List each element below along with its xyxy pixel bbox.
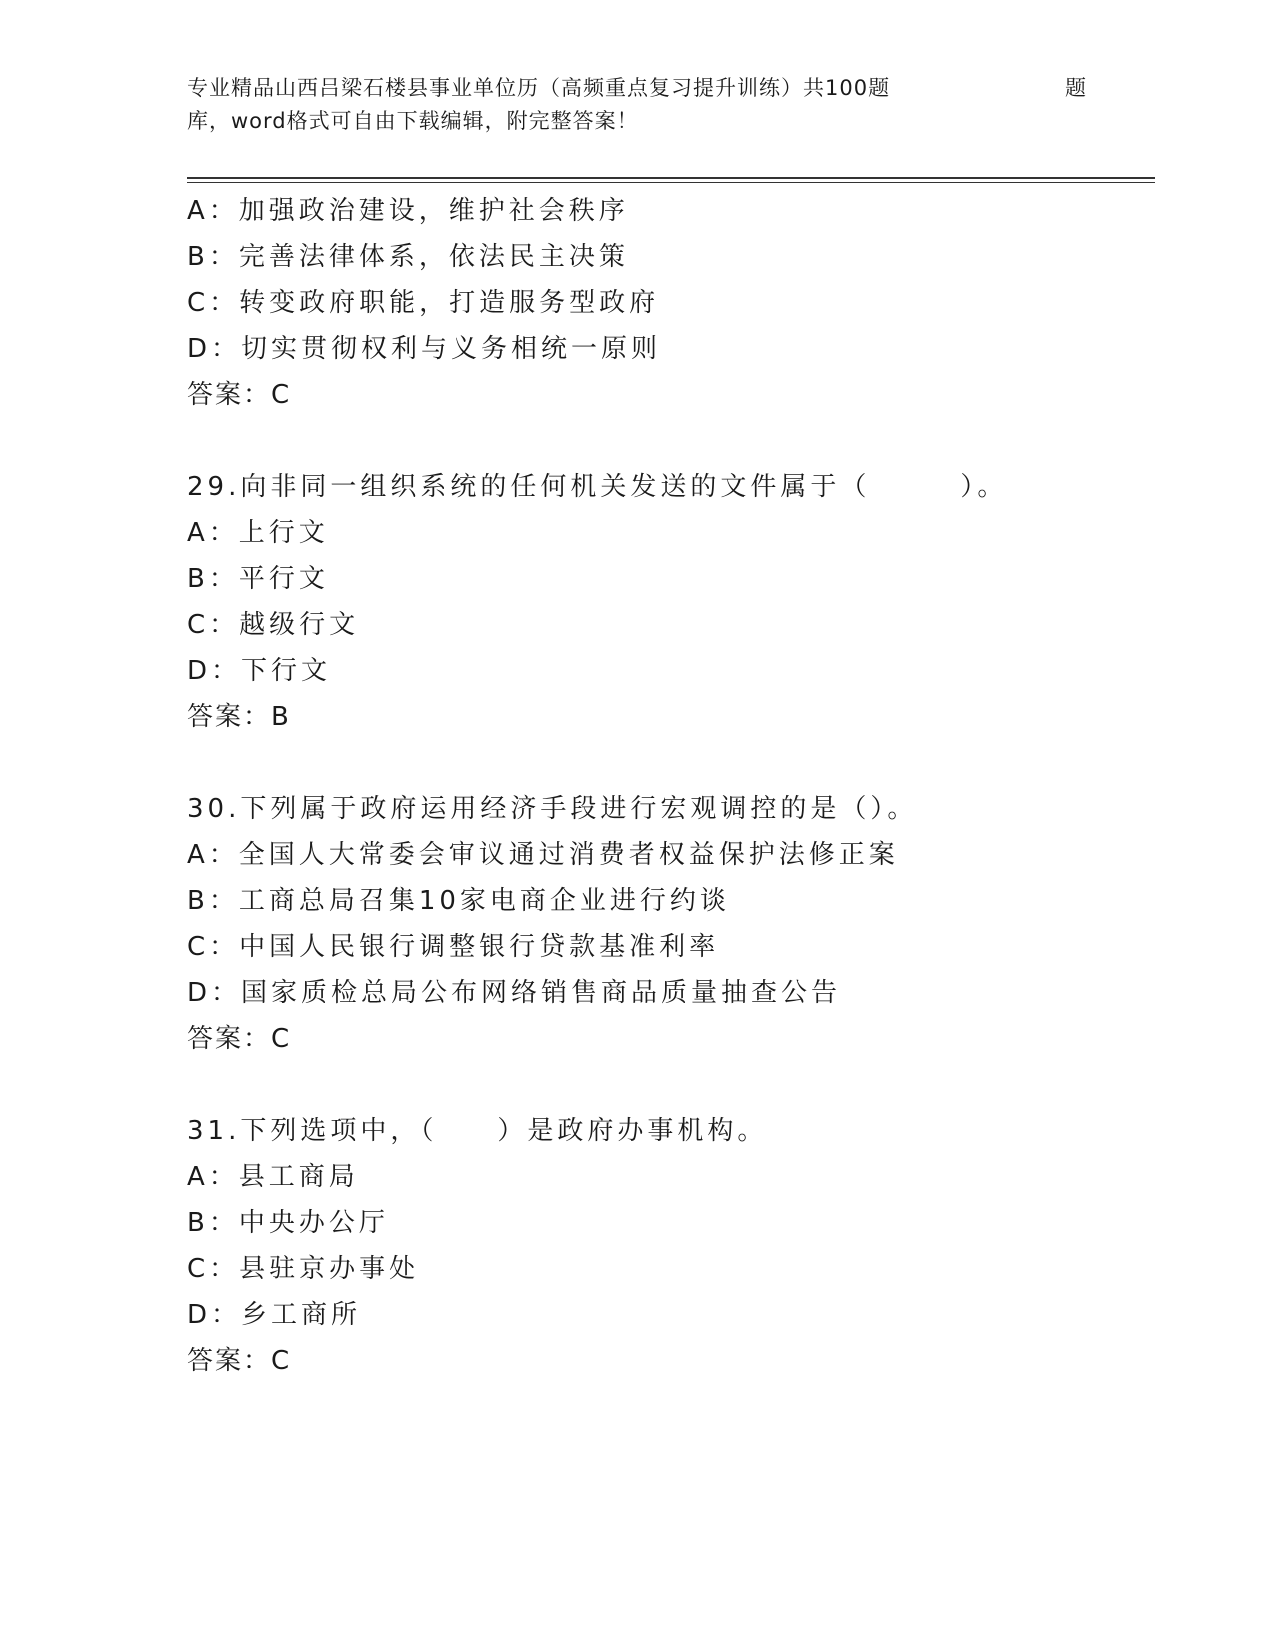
option-c: C：转变政府职能，打造服务型政府 xyxy=(187,288,660,318)
header-line-2: 库，word格式可自由下载编辑，附完整答案！ xyxy=(187,109,639,133)
spacer xyxy=(187,740,1155,786)
question-block-31 xyxy=(187,1108,1155,1384)
question-stem: 31.下列选项中，（ ）是政府办事机构。 xyxy=(187,1116,768,1146)
option-c: C：越级行文 xyxy=(187,610,360,640)
option-a: A：加强政治建设，维护社会秩序 xyxy=(187,196,629,226)
answer: 答案：C xyxy=(187,1346,292,1376)
option-a: A：县工商局 xyxy=(187,1162,359,1192)
option-a: A：全国人大常委会审议通过消费者权益保护法修正案 xyxy=(187,840,899,870)
option-c: C：县驻京办事处 xyxy=(187,1254,420,1284)
page-header xyxy=(187,72,1087,138)
header-title-tail: 题 xyxy=(1065,76,1087,100)
question-content xyxy=(187,188,1155,1384)
answer: 答案：C xyxy=(187,380,292,410)
option-d: D：下行文 xyxy=(187,656,332,686)
option-b: B：工商总局召集10家电商企业进行约谈 xyxy=(187,886,730,916)
spacer xyxy=(187,1062,1155,1108)
question-block-prev xyxy=(187,188,1155,418)
answer: 答案：B xyxy=(187,702,291,732)
spacer xyxy=(187,418,1155,464)
question-block-30 xyxy=(187,786,1155,1062)
question-stem: 29.向非同一组织系统的任何机关发送的文件属于（ ）。 xyxy=(187,472,1008,502)
question-stem: 30.下列属于政府运用经济手段进行宏观调控的是（）。 xyxy=(187,794,918,824)
header-divider xyxy=(187,177,1155,183)
option-d: D：乡工商所 xyxy=(187,1300,362,1330)
option-b: B：平行文 xyxy=(187,564,329,594)
option-b: B：完善法律体系，依法民主决策 xyxy=(187,242,629,272)
header-title: 专业精品山西吕梁石楼县事业单位历（高频重点复习提升训练）共100题 xyxy=(187,76,891,100)
answer: 答案：C xyxy=(187,1024,292,1054)
option-a: A：上行文 xyxy=(187,518,329,548)
option-d: D：国家质检总局公布网络销售商品质量抽查公告 xyxy=(187,978,842,1008)
option-c: C：中国人民银行调整银行贷款基准利率 xyxy=(187,932,720,962)
header-line-1 xyxy=(187,72,1087,105)
option-d: D：切实贯彻权利与义务相统一原则 xyxy=(187,334,662,364)
option-b: B：中央办公厅 xyxy=(187,1208,389,1238)
question-block-29 xyxy=(187,464,1155,740)
